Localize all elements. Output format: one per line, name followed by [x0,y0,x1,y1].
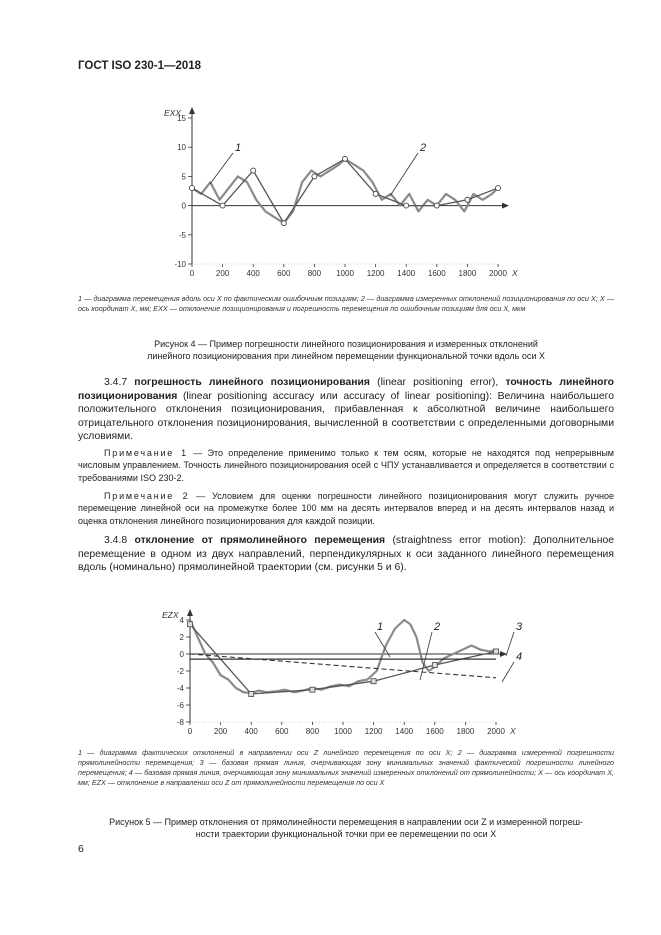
note-1-label: Примечание 1 [104,448,188,458]
series-1-line [192,159,498,223]
section-3-4-7 [78,376,614,444]
x-tick-label: 1600 [425,727,444,736]
callout-label-3: 3 [516,621,523,633]
x-tick-label: 1200 [364,727,383,736]
x-axis-arrow [500,651,507,657]
series-2-point [188,622,193,627]
callout-label-2: 2 [420,142,427,154]
figure-5-caption-line2: ности траектории функциональной точки при ее перемещении по оси X [195,829,497,839]
page-number: 6 [78,843,84,855]
term: отклонение от прямолинейного перемещения [134,535,386,546]
callout-label-2: 2 [434,621,441,633]
callout-label-4: 4 [516,651,523,663]
note-1-text: — Это определение применимо только к тем осям, которые не находятся под непрерывным числовым управлением. Точность линейного позиционирования осей с ЧПУ устанавливается и определяется в соответствии с требованиями ISO 230-2. [78,448,614,483]
x-tick-label: 2000 [489,269,507,278]
x-tick-label: 1800 [456,727,475,736]
series-2-point [404,203,409,208]
figure-4-caption-line2: линейного позиционирования при линейном перемещении функциональной точки вдоль оси X [147,351,545,361]
series-2-point [310,687,315,692]
figure-4-svg [140,86,540,286]
section-number: 3.4.8 [104,535,128,546]
note-2-label: Примечание 2 [104,491,190,501]
callout-leader [210,153,233,184]
y-tick-label: 5 [181,172,186,182]
series-2-point [432,663,437,668]
x-tick-label: 1600 [427,269,446,278]
y-axis-arrow [189,107,195,114]
figure-5-caption [78,816,614,840]
series-2-point [465,197,470,202]
note-2 [78,490,614,527]
definition-text: (linear positioning accuracy или accuracy of linear positioning): Величина наибольшего положительного отклонения позиционирования, прибавленная к абсолютной величине наибольшего отрицательного отклонения позиционирования, вычисленной в соответствии с определенными договорными условиями. [78,390,614,443]
series-2-line [192,159,498,223]
section-number: 3.4.7 [104,377,128,388]
figure-4-caption-line1: Рисунок 4 — Пример погрешности линейного позиционирования и измеренных отклонений [154,339,538,349]
y-tick-label: -8 [176,718,184,727]
y-axis-label: EXX [164,108,182,118]
callout-leader [390,153,418,196]
callout-label-1: 1 [235,142,242,154]
x-tick-label: 800 [305,727,320,736]
y-tick-label: 0 [181,201,186,211]
note-2-text: — Условием для оценки погрешности линейного позиционирования могут служить ручное перемещение линейной оси на промежутке более 100 мм на десять интервалов вперед и на десять интервалов назад и оценка отклонения линейного позиционирования для каждой позиции. [78,491,614,526]
y-tick-label: 15 [177,114,186,123]
term-en: (linear positioning error), [377,377,499,388]
x-tick-label: 1000 [336,269,354,278]
term-2: точность линейного позиционирования [78,377,615,402]
x-tick-label: 400 [244,727,258,736]
x-tick-label: 2000 [487,727,505,736]
x-tick-label: 400 [246,269,260,278]
y-tick-label: 10 [177,143,186,153]
x-tick-label: 600 [277,269,291,278]
x-tick-label: 1000 [334,727,352,736]
x-tick-label: 1400 [395,727,414,736]
series-2-point [251,168,256,173]
definition-text: (straightness error motion): Дополнительное перемещение в одном из двух направлений, перпендикулярных к оси заданного линейного перемещения вдоль (номинально) прямолинейной траектории (см. рисунки 5 и 6). [78,535,614,574]
callout-leader [506,632,514,656]
x-axis-label: X [512,268,518,278]
x-tick-label: 200 [213,727,228,736]
y-tick-label: 0 [179,650,184,659]
section-3-4-8 [78,534,614,575]
series-2-point [281,221,286,226]
y-tick-label: -2 [176,667,184,676]
y-tick-label: -6 [176,701,184,710]
y-axis-label: EZX [162,610,179,620]
series-2-point [496,186,501,191]
y-axis-arrow [187,609,193,616]
series-2-point [343,156,348,161]
y-tick-label: -5 [178,230,186,240]
y-tick-label: 2 [179,633,184,642]
figure-4-caption [78,338,614,362]
y-tick-label: -10 [174,260,186,269]
series-2-point [373,191,378,196]
x-tick-label: 200 [215,269,230,278]
callout-leader [502,662,514,682]
y-tick-label: -4 [176,684,184,693]
series-2-point [190,186,195,191]
series-1-line [190,620,496,693]
figure-4-chart [140,86,540,286]
document-header: ГОСТ ISO 230-1—2018 [78,60,202,72]
x-axis-label: X [510,726,516,736]
series-2-point [434,203,439,208]
callout-label-1: 1 [377,621,384,633]
x-tick-label: 0 [189,269,195,278]
figure-5-svg [140,580,540,745]
x-tick-label: 800 [307,269,322,278]
figure-4-legend-note: 1 — диаграмма перемещения вдоль оси X по фактическим ошибочным позициям; 2 — диаграмма измеренных отклонений позиционирования по оси X; X — ось координат X, мм; EXX — отклонение позиционирования и погрешность перемещения по ошибочным позициям для оси X, мкм [78,294,614,313]
series-2-point [220,203,225,208]
figure-5-chart [140,580,540,745]
series-4-line [190,654,496,678]
y-tick-label: 4 [179,616,184,625]
x-tick-label: 1800 [458,269,477,278]
x-tick-label: 0 [187,727,193,736]
series-2-point [371,679,376,684]
figure-5-caption-line1: Рисунок 5 — Пример отклонения от прямолинейности перемещения в направлении оси Z и измеренной погреш- [109,817,583,827]
x-axis-arrow [502,203,509,209]
x-tick-label: 1200 [366,269,385,278]
note-1 [78,447,614,484]
series-2-point [249,691,254,696]
series-2-point [312,174,317,179]
series-2-point [494,649,499,654]
term: погрешность линейного позиционирования [134,377,370,388]
figure-5-legend-note: 1 — диаграмма фактических отклонений в направлении оси Z линейного перемещения по оси X; 2 — диаграмма измеренной погрешности прямолинейности перемещения; 3 — базовая прямая линия, очерчивающая зону минимальных значений фактической погрешности линейного перемещения; 4 — базовая прямая линия, очерчивающая зону минимальных значений измеренных отклонений от прямолинейности; X — ось координат X, мм; EZX — отклонение в направлении оси Z от прямолинейности перемещения по оси X [78,748,614,787]
x-tick-label: 600 [275,727,289,736]
x-tick-label: 1400 [397,269,416,278]
